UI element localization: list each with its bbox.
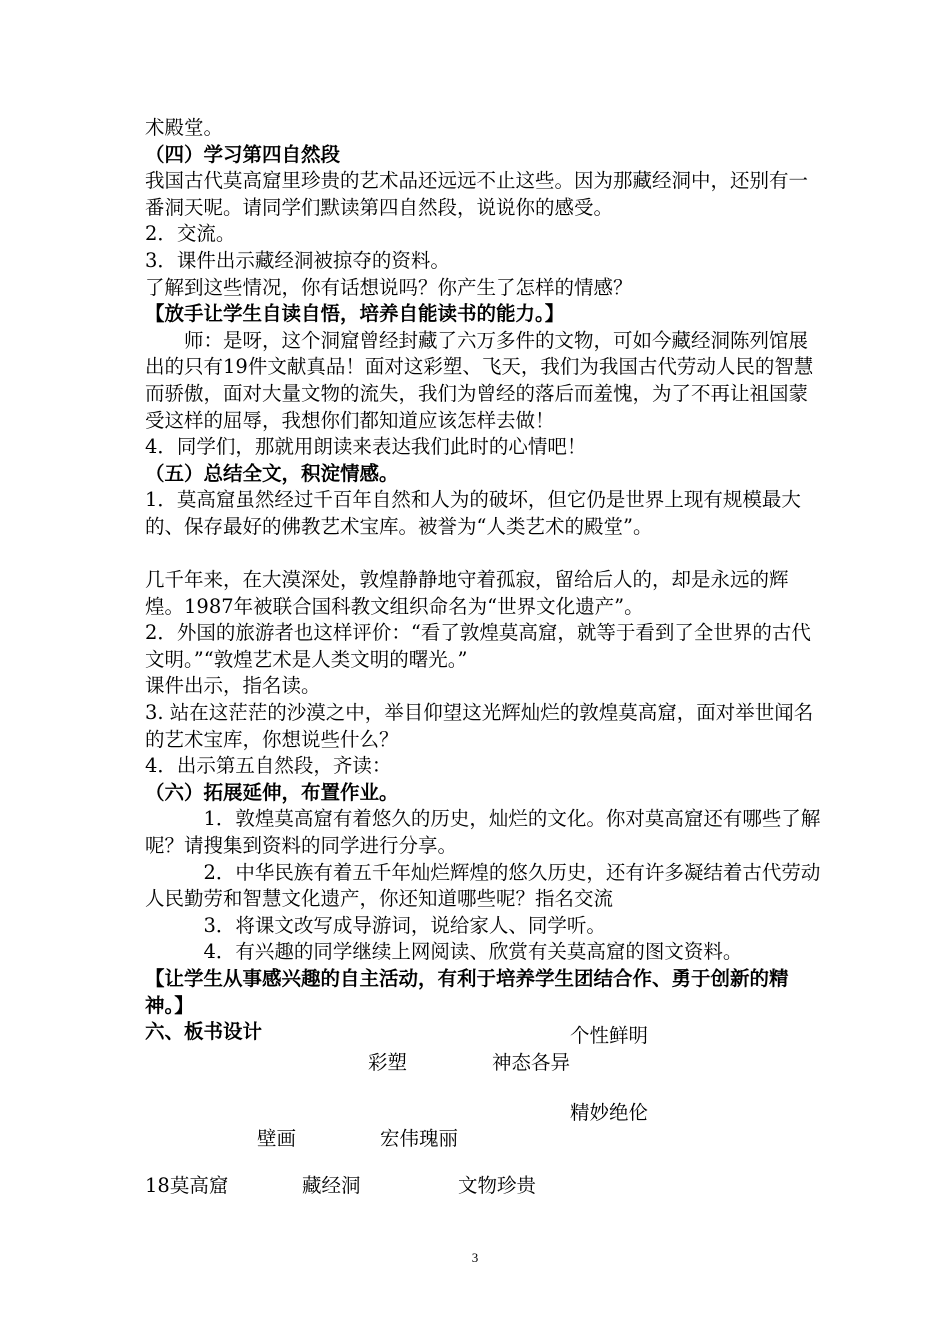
body-text — [145, 115, 825, 1046]
paragraph: 2．中华民族有着五千年灿烂辉煌的悠久历史，还有许多凝结着古代劳动人民勤劳和智慧文化遗产，你还知道哪些呢？指名交流 — [145, 860, 821, 911]
paragraph: 3．课件出示藏经洞被掠夺的资料。 — [145, 248, 450, 272]
board-item: 神态各异 — [492, 1051, 571, 1074]
board-item: 文物珍贵 — [458, 1174, 537, 1197]
board-design-heading: 六、板书设计 — [145, 1020, 263, 1044]
paragraph: 我国古代莫高窟里珍贵的艺术品还远远不止这些。因为那藏经洞中，还别有一番洞天呢。请同学们默读第四自然段，说说你的感受。 — [145, 169, 809, 219]
paragraph: 1．莫高窟虽然经过千百年自然和人为的破坏，但它仍是世界上现有规模最大的、保存最好的佛教艺术宝库。被誉为“人类艺术的殿堂”。 — [145, 488, 801, 538]
board-item: 精妙绝伦 — [570, 1101, 649, 1124]
page-number: 3 — [471, 1250, 479, 1265]
paragraph: 4．出示第五自然段，齐读： — [145, 754, 392, 778]
paragraph: 几千年来，在大漠深处，敦煌静静地守着孤寂，留给后人的，却是永远的辉煌。1987年被联合国科教文组织命名为“世界文化遗产”。 — [145, 568, 789, 618]
board-item: 个性鲜明 — [570, 1024, 649, 1047]
section-heading-4: （四）学习第四自然段 — [145, 142, 341, 166]
board-title: 18莫高窟 — [145, 1174, 229, 1197]
paragraph: 3．将课文改写成导游词，说给家人、同学听。 — [203, 913, 606, 937]
paragraph: 4．同学们，那就用朗读来表达我们此时的心情吧！ — [145, 435, 587, 459]
section-heading-5: （五）总结全文，积淀情感。 — [145, 461, 399, 485]
board-item: 彩塑 — [368, 1051, 408, 1074]
paragraph: 3. 站在这茫茫的沙漠之中，举目仰望这光辉灿烂的敦煌莫高窟，面对举世闻名的艺术宝库，你想说些什么？ — [145, 701, 814, 751]
board-item: 壁画 — [257, 1127, 297, 1150]
blank-line — [145, 541, 825, 568]
paragraph: 术殿堂。 — [145, 116, 224, 139]
paragraph: 课件出示，指名读。 — [145, 674, 321, 698]
paragraph: 师：是呀，这个洞窟曾经封藏了六万多件的文物，可如今藏经洞陈列馆展出的只有19件文献真品！面对这彩塑、飞天，我们为我国古代劳动人民的智慧而骄傲，面对大量文物的流失，我们为曾经的落后而羞愧，为了不再让祖国蒙受这样的屈辱，我想你们都知道应该怎样去做！ — [145, 328, 814, 432]
paragraph: 2．外国的旅游者也这样评价：“看了敦煌莫高窟，就等于看到了全世界的古代文明。”“敦煌艺术是人类文明的曙光。” — [145, 621, 811, 671]
paragraph: 了解到这些情况，你有话想说吗？你产生了怎样的情感？ — [145, 275, 633, 299]
teaching-note: 【放手让学生自读自悟，培养自能读书的能力。】 — [145, 302, 565, 326]
board-item: 宏伟瑰丽 — [380, 1127, 459, 1150]
board-item: 藏经洞 — [302, 1174, 361, 1197]
paragraph: 2．交流。 — [145, 222, 236, 246]
paragraph: 1．敦煌莫高窟有着悠久的历史，灿烂的文化。你对莫高窟还有哪些了解呢？请搜集到资料的同学进行分享。 — [145, 807, 821, 858]
section-heading-6: （六）拓展延伸，布置作业。 — [145, 780, 399, 804]
paragraph: 4．有兴趣的同学继续上网阅读、欣赏有关莫高窟的图文资料。 — [203, 940, 743, 964]
teaching-note: 【让学生从事感兴趣的自主活动，有利于培养学生团结合作、勇于创新的精神。】 — [145, 967, 789, 1017]
